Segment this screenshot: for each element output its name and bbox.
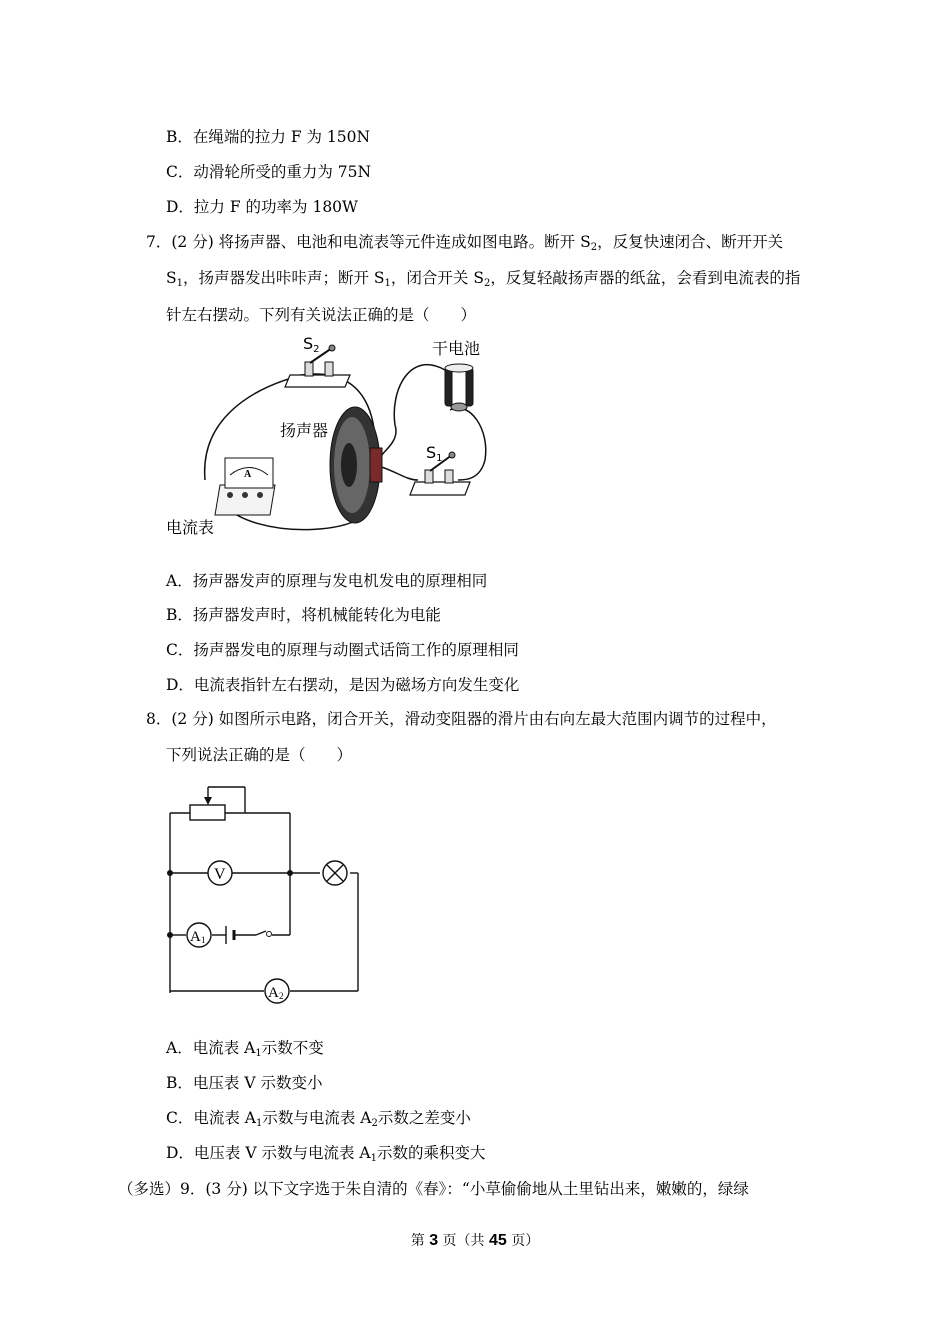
q7-option-a: A．扬声器发声的原理与发电机发电的原理相同	[166, 572, 488, 590]
svg-text:A: A	[190, 929, 201, 945]
q8-stem-line2: 下列说法正确的是（ ）	[166, 746, 353, 764]
q7-circuit-figure	[160, 330, 500, 540]
ammeter-a2	[265, 979, 289, 1003]
q7-option-b: B．扬声器发声时，将机械能转化为电能	[166, 606, 441, 624]
q7-stem-line1: 7．(2 分) 将扬声器、电池和电流表等元件连成如图电路。断开 $S_2$，反复快速闭合、断开开关	[146, 233, 784, 253]
q7-option-c: C．扬声器发电的原理与动圈式话筒工作的原理相同	[166, 641, 519, 659]
label-s2: $S_2$	[303, 334, 320, 355]
q8-option-a: A．电流表 $A_1$示数不变	[166, 1039, 324, 1059]
q8-stem-line1: 8．(2 分) 如图所示电路，闭合开关，滑动变阻器的滑片由右向左最大范围内调节的过程中，	[146, 710, 777, 728]
svg-text:2: 2	[279, 991, 284, 1001]
q7-stem-line2: $S_1$，扬声器发出咔咔声；断开 $S_1$，闭合开关 $S_2$，反复轻敲扬声器的纸盆，会看到电流表的指	[166, 269, 801, 289]
lamp	[323, 861, 347, 885]
ammeter-a1	[187, 923, 211, 947]
speaker	[330, 407, 382, 523]
q9-stem-line1: （多选）9．(3 分) 以下文字选于朱自清的《春》：“小草偷偷地从土里钻出来，嫩嫩的，绿绿	[118, 1180, 749, 1198]
q8-circuit-figure	[160, 775, 370, 1005]
q8-option-b: B．电压表 V 示数变小	[166, 1074, 323, 1092]
label-battery: 干电池	[432, 339, 481, 358]
q7-stem-line3: 针左右摆动。下列有关说法正确的是（ ）	[166, 306, 477, 324]
svg-text:1: 1	[201, 935, 206, 945]
label-speaker: 扬声器	[280, 421, 329, 440]
battery	[445, 364, 473, 411]
q8-option-d: D．电压表 V 示数与电流表 $A_1$示数的乘积变大	[166, 1144, 486, 1164]
q8-option-c: C．电流表 $A_1$示数与电流表 $A_2$示数之差变小	[166, 1109, 471, 1129]
rheostat	[190, 805, 225, 820]
ammeter	[215, 458, 275, 515]
svg-text:V: V	[214, 866, 226, 883]
q6-option-b: B．在绳端的拉力 F 为 150N	[166, 128, 371, 146]
label-s1: $S_1$	[426, 443, 443, 464]
q6-option-c: C．动滑轮所受的重力为 75N	[166, 163, 372, 181]
svg-text:A: A	[244, 469, 252, 480]
page-footer: 第 3 页（共 45 页）	[410, 1232, 540, 1249]
label-ammeter: 电流表	[166, 518, 215, 537]
svg-text:A: A	[268, 985, 279, 1001]
q6-option-d: D．拉力 F 的功率为 180W	[166, 198, 358, 216]
q7-option-d: D．电流表指针左右摆动，是因为磁场方向发生变化	[166, 676, 520, 694]
voltmeter	[208, 861, 232, 885]
